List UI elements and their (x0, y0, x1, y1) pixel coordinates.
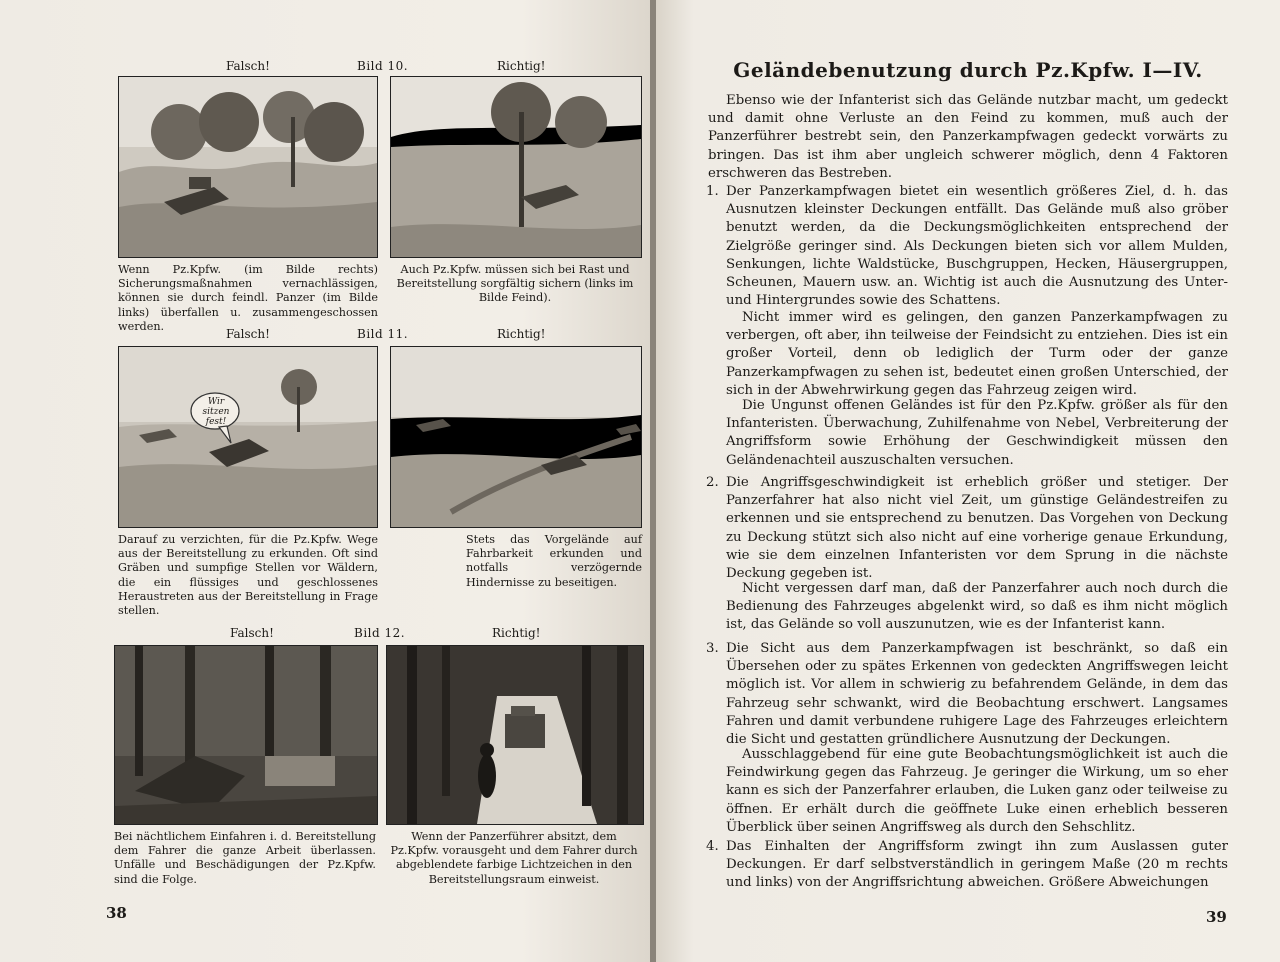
caption-bild-12-wrong: Bei nächtlichem Einfahren i. d. Bereitstellung dem Fahrer die ganze Arbeit überlassen. Unfälle und Beschädigungen der Pz.Kpfw. sind die Folge. (114, 830, 376, 886)
section-2-paragraph (706, 474, 1228, 583)
section-2-text: Die Angriffsgeschwindigkeit ist erheblich größer und stetiger. Der Panzerfahrer hat also nicht viel Zeit, um günstige Geländestreifen zu erkennen und sie entsprechend zu benutzen. Das Vorgehen von Deckung zu Deckung stützt sich also nicht auf eine vorherige genaue Erkundung, wie sie dem einzelnen Infanteristen vor dem Sprung in die nächste Deckung gegeben ist. (726, 475, 1228, 582)
illustration-bild-12-right (386, 645, 644, 825)
illustration-bild-11-right (390, 346, 642, 528)
bild-11-header (0, 326, 652, 342)
bild-11-number: Bild 11. (357, 327, 409, 341)
illustration-bild-11-wrong (118, 346, 378, 528)
page-number-right: 39 (1206, 908, 1227, 926)
bild-10-right-label: Richtig! (497, 59, 546, 73)
illustration-bild-12-wrong (114, 645, 378, 825)
section-3-number: 3. (706, 641, 719, 656)
section-1-paragraph-3: Die Ungunst offenen Geländes ist für den Pz.Kpfw. größer als für den Infanteristen. Überwachung, Zuhilfenahme von Nebel, Verbreiterung der Angriffsform sowie Erhöhung der Geschwindigkeit müssen den Geländenachteil auszuschalten versuchen. (726, 398, 1228, 468)
section-3-text: Die Sicht aus dem Panzerkampfwagen ist beschränkt, so daß ein Übersehen oder zu spätes Erkennen von gedeckten Angriffswegen leicht möglich ist. Vor allem in schwierig zu befahrendem Gelände, in dem das Fahrzeug sehr schwankt, wird die Beobachtung erschwert. Langsames Fahren und damit verbundene ruhigere Lage des Fahrzeuges erleichtern die Sicht und gestatten gründlichere Ausnutzung der Deckungen. (726, 641, 1228, 748)
section-3-paragraph (706, 640, 1228, 749)
right-page (656, 0, 1280, 962)
section-1-paragraph-2: Nicht immer wird es gelingen, den ganzen Panzerkampfwagen zu verbergen, oft aber, ihn teilweise der Feindsicht zu entziehen. Dies ist ein großer Vorteil, denn ob lediglich der Turm oder der ganze Panzerkampfwagen zu sehen ist, bedeutet einen großen Unterschied, der sich in der Abwehrwirkung gegen das Fahrzeug zeigen wird. (726, 310, 1228, 398)
bild-10-header (0, 58, 652, 74)
bild-12-wrong-label: Falsch! (230, 626, 274, 640)
section-1-number: 1. (706, 184, 719, 199)
section-2-number: 2. (706, 475, 719, 490)
bild-10-number: Bild 10. (357, 59, 409, 73)
bild-12-number: Bild 12. (354, 626, 406, 640)
section-1-paragraph (706, 183, 1228, 310)
illustration-bild-10-wrong (118, 76, 378, 258)
illustration-bild-10-right (390, 76, 642, 258)
bild-11-wrong-label: Falsch! (226, 327, 270, 341)
caption-bild-11-wrong: Darauf zu verzichten, für die Pz.Kpfw. Wege aus der Bereitstellung zu erkunden. Oft sind Gräben und sumpfige Stellen vor Wäldern, die ein flüssiges und geschlossenes Heraustreten aus der Bereitstellung in Frage stellen. (118, 533, 378, 618)
bild-12-header (0, 625, 652, 641)
bild-11-right-label: Richtig! (497, 327, 546, 341)
caption-bild-12-right: Wenn der Panzerführer absitzt, dem Pz.Kpfw. vorausgeht und dem Fahrer durch abgeblendete farbige Lichtzeichen in den Bereitstellungsraum einweist. (390, 830, 638, 886)
speech-bubble-text: Wir sitzen fest! (202, 397, 230, 427)
bild-10-wrong-label: Falsch! (226, 59, 270, 73)
intro-paragraph: Ebenso wie der Infanterist sich das Gelände nutzbar macht, um gedeckt und damit ohne Verluste an den Feind zu kommen, muß auch der Panzerführer bestrebt sein, den Panzerkampfwagen gedeckt vorwärts zu bringen. Das ist ihm aber ungleich schwerer möglich, denn 4 Faktoren erschweren das Bestreben. (708, 93, 1228, 181)
section-4-text: Das Einhalten der Angriffsform zwingt ihn zum Auslassen guter Deckungen. Er darf selbstverständlich in geringem Maße (20 m rechts und links) von der Angriffsrichtung abweichen. Größere Abweichungen (726, 839, 1228, 891)
section-2-paragraph-2: Nicht vergessen darf man, daß der Panzerfahrer auch noch durch die Bedienung des Fahrzeuges abgelenkt wird, so daß es ihm nicht möglich ist, das Gelände so voll auszunutzen, wie es der Infanterist kann. (726, 581, 1228, 633)
section-3-paragraph-2: Ausschlaggebend für eine gute Beobachtungsmöglichkeit ist auch die Feindwirkung gegen das Fahrzeug. Je geringer die Wirkung, um so eher kann es sich der Panzerfahrer erlauben, die Luken ganz oder teilweise zu öffnen. Er erhält durch die geöffnete Luke einen erheblich besseren Überblick über seinen Angriffsweg als durch den Sehschlitz. (726, 747, 1228, 835)
caption-bild-10-right: Auch Pz.Kpfw. müssen sich bei Rast und Bereitstellung sorgfältig sichern (links im Bilde Feind). (396, 263, 634, 305)
caption-bild-11-right: Stets das Vorgelände auf Fahrbarkeit erkunden und notfalls verzögernde Hindernisse zu beseitigen. (466, 533, 642, 589)
section-title: Geländebenutzung durch Pz.Kpfw. I—IV. (733, 58, 1203, 82)
page-number-left: 38 (106, 904, 127, 922)
section-4-number: 4. (706, 839, 719, 854)
bild-12-right-label: Richtig! (492, 626, 541, 640)
caption-bild-10-wrong: Wenn Pz.Kpfw. (im Bilde rechts) Sicherungsmaßnahmen vernachlässigen, können sie durch feindl. Panzer (im Bilde links) überfallen u. zusammengeschossen werden. (118, 263, 378, 333)
section-1-text: Der Panzerkampfwagen bietet ein wesentlich größeres Ziel, d. h. das Ausnutzen kleinster Deckungen entfällt. Das Gelände muß also gröber benutzt werden, da die Deckungsmöglichkeiten entsprechend der Zielgröße geringer sind. Als Deckungen bieten sich vor allem Mulden, Senkungen, lichte Waldstücke, Buschgruppen, Hecken, Häusergruppen, Scheunen, Mauern usw. an. Wichtig ist auch die Ausnutzung des Unter- und Hintergrundes sowie des Schattens. (726, 184, 1228, 309)
section-4-paragraph (706, 838, 1228, 893)
